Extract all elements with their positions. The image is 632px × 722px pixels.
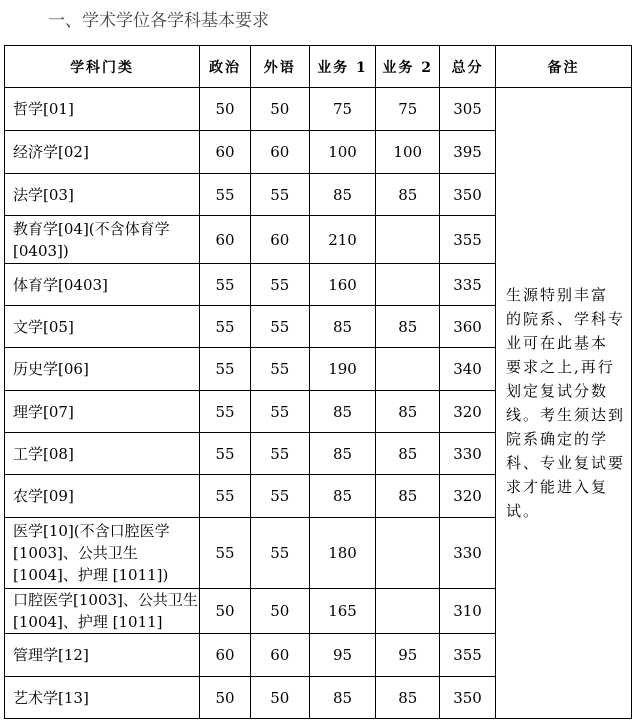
- section-title: 一、学术学位各学科基本要求: [48, 11, 269, 31]
- language-cell: 55: [250, 433, 309, 475]
- total-cell: 305: [440, 88, 496, 131]
- course2-cell: [376, 216, 440, 264]
- language-cell: 55: [250, 264, 309, 306]
- course2-cell: [376, 348, 440, 391]
- course1-cell: 85: [309, 433, 376, 475]
- subject-cell: 口腔医学[1003]、公共卫生 [1004]、护理 [1011]: [5, 589, 200, 634]
- language-cell: 50: [250, 589, 309, 634]
- course1-cell: 180: [309, 518, 376, 589]
- subject-cell: 理学[07]: [5, 391, 200, 433]
- course2-cell: 85: [376, 433, 440, 475]
- header-language: 外语: [250, 46, 309, 88]
- politics-cell: 50: [200, 88, 251, 131]
- politics-cell: 55: [200, 264, 251, 306]
- politics-cell: 50: [200, 677, 251, 719]
- subject-cell: 医学[10](不含口腔医学[1003]、公共卫生[1004]、护理 [1011]): [5, 518, 200, 589]
- subject-cell: 法学[03]: [5, 174, 200, 216]
- language-cell: 55: [250, 306, 309, 348]
- language-cell: 60: [250, 131, 309, 174]
- course2-cell: 85: [376, 174, 440, 216]
- header-politics: 政治: [200, 46, 251, 88]
- course1-cell: 100: [309, 131, 376, 174]
- header-subject: 学科门类: [5, 46, 200, 88]
- header-row: [5, 46, 632, 88]
- total-cell: 330: [440, 433, 496, 475]
- remark-line: 线。考生须达到: [505, 406, 625, 424]
- language-cell: 55: [250, 518, 309, 589]
- subject-cell: 农学[09]: [5, 475, 200, 518]
- politics-cell: 55: [200, 518, 251, 589]
- total-cell: 320: [440, 475, 496, 518]
- politics-cell: 60: [200, 634, 251, 677]
- politics-cell: 55: [200, 475, 251, 518]
- remark-line: 业可在此基本: [505, 334, 608, 352]
- total-cell: 320: [440, 391, 496, 433]
- language-cell: 55: [250, 348, 309, 391]
- remark-line: 科、专业复试要: [505, 454, 625, 472]
- course1-cell: 210: [309, 216, 376, 264]
- subject-cell: 历史学[06]: [5, 348, 200, 391]
- language-cell: 55: [250, 475, 309, 518]
- header-remark: 备注: [495, 46, 631, 88]
- remark-cell: [495, 88, 631, 719]
- course1-cell: 85: [309, 306, 376, 348]
- language-cell: 55: [250, 391, 309, 433]
- remark-line: 试。: [505, 502, 540, 520]
- total-cell: 355: [440, 634, 496, 677]
- total-cell: 335: [440, 264, 496, 306]
- politics-cell: 55: [200, 391, 251, 433]
- politics-cell: 60: [200, 216, 251, 264]
- course1-cell: 75: [309, 88, 376, 131]
- language-cell: 60: [250, 634, 309, 677]
- total-cell: 340: [440, 348, 496, 391]
- course2-cell: [376, 589, 440, 634]
- subject-cell: 文学[05]: [5, 306, 200, 348]
- remark-line: 划定复试分数: [505, 382, 608, 400]
- subject-cell: 管理学[12]: [5, 634, 200, 677]
- politics-cell: 55: [200, 306, 251, 348]
- course1-cell: 190: [309, 348, 376, 391]
- subject-cell: 经济学[02]: [5, 131, 200, 174]
- subject-cell: 教育学[04](不含体育学[0403]): [5, 216, 200, 264]
- course2-cell: [376, 518, 440, 589]
- total-cell: 330: [440, 518, 496, 589]
- subject-cell: 体育学[0403]: [5, 264, 200, 306]
- requirements-table: [4, 45, 632, 719]
- subject-cell: 哲学[01]: [5, 88, 200, 131]
- header-total: 总分: [440, 46, 496, 88]
- remark-line: 的院系、学科专: [505, 310, 625, 328]
- total-cell: 395: [440, 131, 496, 174]
- politics-cell: 55: [200, 348, 251, 391]
- header-course1: 业务 1: [309, 46, 376, 88]
- politics-cell: 55: [200, 433, 251, 475]
- table-row: [5, 88, 632, 131]
- course1-cell: 165: [309, 589, 376, 634]
- course1-cell: 85: [309, 174, 376, 216]
- course1-cell: 160: [309, 264, 376, 306]
- course1-cell: 85: [309, 677, 376, 719]
- course2-cell: 95: [376, 634, 440, 677]
- language-cell: 50: [250, 88, 309, 131]
- total-cell: 350: [440, 677, 496, 719]
- course2-cell: 85: [376, 391, 440, 433]
- total-cell: 355: [440, 216, 496, 264]
- course2-cell: 75: [376, 88, 440, 131]
- politics-cell: 60: [200, 131, 251, 174]
- course2-cell: 85: [376, 306, 440, 348]
- subject-cell: 工学[08]: [5, 433, 200, 475]
- remark-line: 要求之上,再行: [505, 358, 615, 376]
- header-course2: 业务 2: [376, 46, 440, 88]
- remark-line: 院系确定的学: [505, 430, 608, 448]
- politics-cell: 55: [200, 174, 251, 216]
- course1-cell: 85: [309, 391, 376, 433]
- remark-line: 求才能进入复: [505, 478, 608, 496]
- course1-cell: 85: [309, 475, 376, 518]
- total-cell: 350: [440, 174, 496, 216]
- course2-cell: 100: [376, 131, 440, 174]
- subject-cell: 艺术学[13]: [5, 677, 200, 719]
- course1-cell: 95: [309, 634, 376, 677]
- course2-cell: 85: [376, 475, 440, 518]
- course2-cell: [376, 264, 440, 306]
- politics-cell: 50: [200, 589, 251, 634]
- language-cell: 55: [250, 174, 309, 216]
- total-cell: 360: [440, 306, 496, 348]
- course2-cell: 85: [376, 677, 440, 719]
- language-cell: 60: [250, 216, 309, 264]
- language-cell: 50: [250, 677, 309, 719]
- remark-line: 生源特别丰富: [505, 286, 608, 304]
- total-cell: 310: [440, 589, 496, 634]
